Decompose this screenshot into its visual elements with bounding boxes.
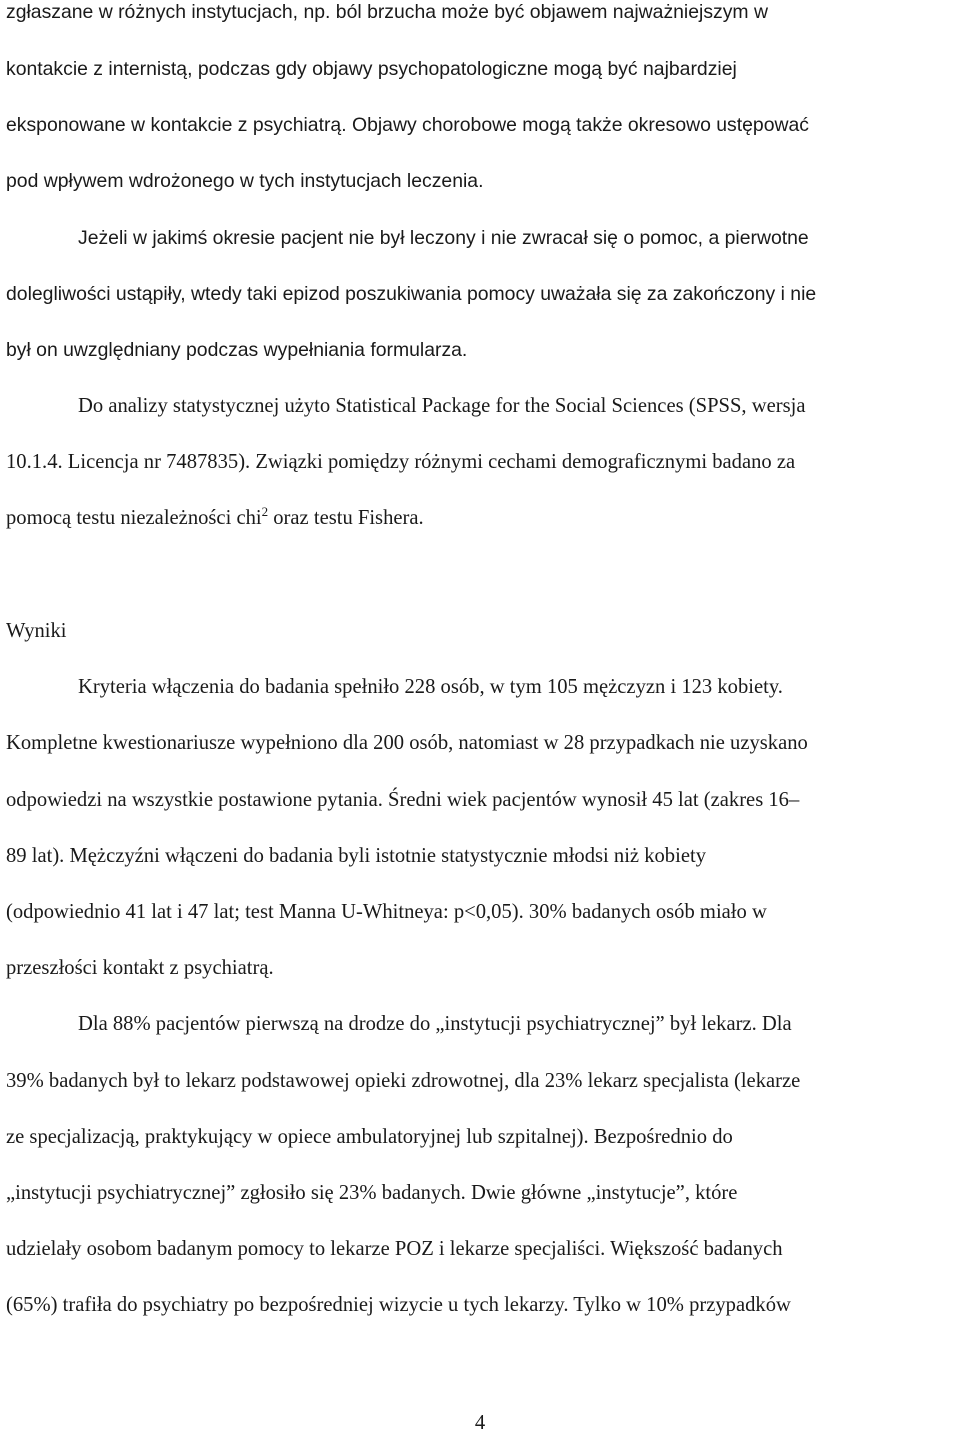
text-line: 10.1.4. Licencja nr 7487835). Związki pomiędzy różnymi cechami demograficznymi badano za bbox=[6, 451, 796, 473]
text-line: przeszłości kontakt z psychiatrą. bbox=[6, 957, 274, 979]
text-line: ze specjalizacją, praktykujący w opiece ambulatoryjnej lub szpitalnej). Bezpośrednio do bbox=[6, 1126, 733, 1148]
text-line: 89 lat). Mężczyźni włączeni do badania byli istotnie statystycznie młodsi niż kobiety bbox=[6, 845, 706, 867]
text-line: był on uwzględniany podczas wypełniania formularza. bbox=[6, 339, 468, 361]
text-line: „instytucji psychiatrycznej” zgłosiło się 23% badanych. Dwie główne „instytucje”, które bbox=[6, 1182, 738, 1204]
text-line: zgłaszane w różnych instytucjach, np. ból brzucha może być objawem najważniejszym w bbox=[6, 1, 768, 23]
text-fragment: pomocą testu niezależności chi bbox=[6, 507, 262, 529]
text-line: (odpowiednio 41 lat i 47 lat; test Manna U-Whitneya: p<0,05). 30% badanych osób miało w bbox=[6, 901, 767, 923]
superscript: 2 bbox=[261, 504, 269, 519]
text-line: Jeżeli w jakimś okresie pacjent nie był leczony i nie zwracał się o pomoc, a pierwotne bbox=[78, 227, 809, 249]
text-line: 39% badanych był to lekarz podstawowej opieki zdrowotnej, dla 23% lekarz specjalista (lekarze bbox=[6, 1070, 801, 1092]
text-line: dolegliwości ustąpiły, wtedy taki epizod poszukiwania pomocy uważała się za zakończony i nie bbox=[6, 283, 817, 305]
text-line: udzielały osobom badanym pomocy to lekarze POZ i lekarze specjaliści. Większość badanych bbox=[6, 1238, 783, 1260]
text-fragment: oraz testu Fishera. bbox=[268, 507, 424, 529]
text-line: kontakcie z internistą, podczas gdy objawy psychopatologiczne mogą być najbardziej bbox=[6, 58, 737, 80]
section-heading: Wyniki bbox=[6, 620, 67, 642]
text-line: pod wpływem wdrożonego w tych instytucjach leczenia. bbox=[6, 170, 484, 192]
text-line: (65%) trafiła do psychiatry po bezpośredniej wizycie u tych lekarzy. Tylko w 10% przypadków bbox=[6, 1294, 791, 1316]
text-line: Dla 88% pacjentów pierwszą na drodze do „instytucji psychiatrycznej” był lekarz. Dla bbox=[78, 1013, 792, 1035]
page-number: 4 bbox=[474, 1412, 486, 1434]
text-line: Do analizy statystycznej użyto Statistical Package for the Social Sciences (SPSS, wersja bbox=[78, 395, 806, 417]
text-line: odpowiedzi na wszystkie postawione pytania. Średni wiek pacjentów wynosił 45 lat (zakres 16– bbox=[6, 789, 800, 811]
text-line: eksponowane w kontakcie z psychiatrą. Objawy chorobowe mogą także okresowo ustępować bbox=[6, 114, 809, 136]
text-line bbox=[6, 506, 424, 530]
text-line: Kryteria włączenia do badania spełniło 228 osób, w tym 105 mężczyzn i 123 kobiety. bbox=[78, 676, 783, 698]
text-line: Kompletne kwestionariusze wypełniono dla 200 osób, natomiast w 28 przypadkach nie uzyskano bbox=[6, 732, 808, 754]
